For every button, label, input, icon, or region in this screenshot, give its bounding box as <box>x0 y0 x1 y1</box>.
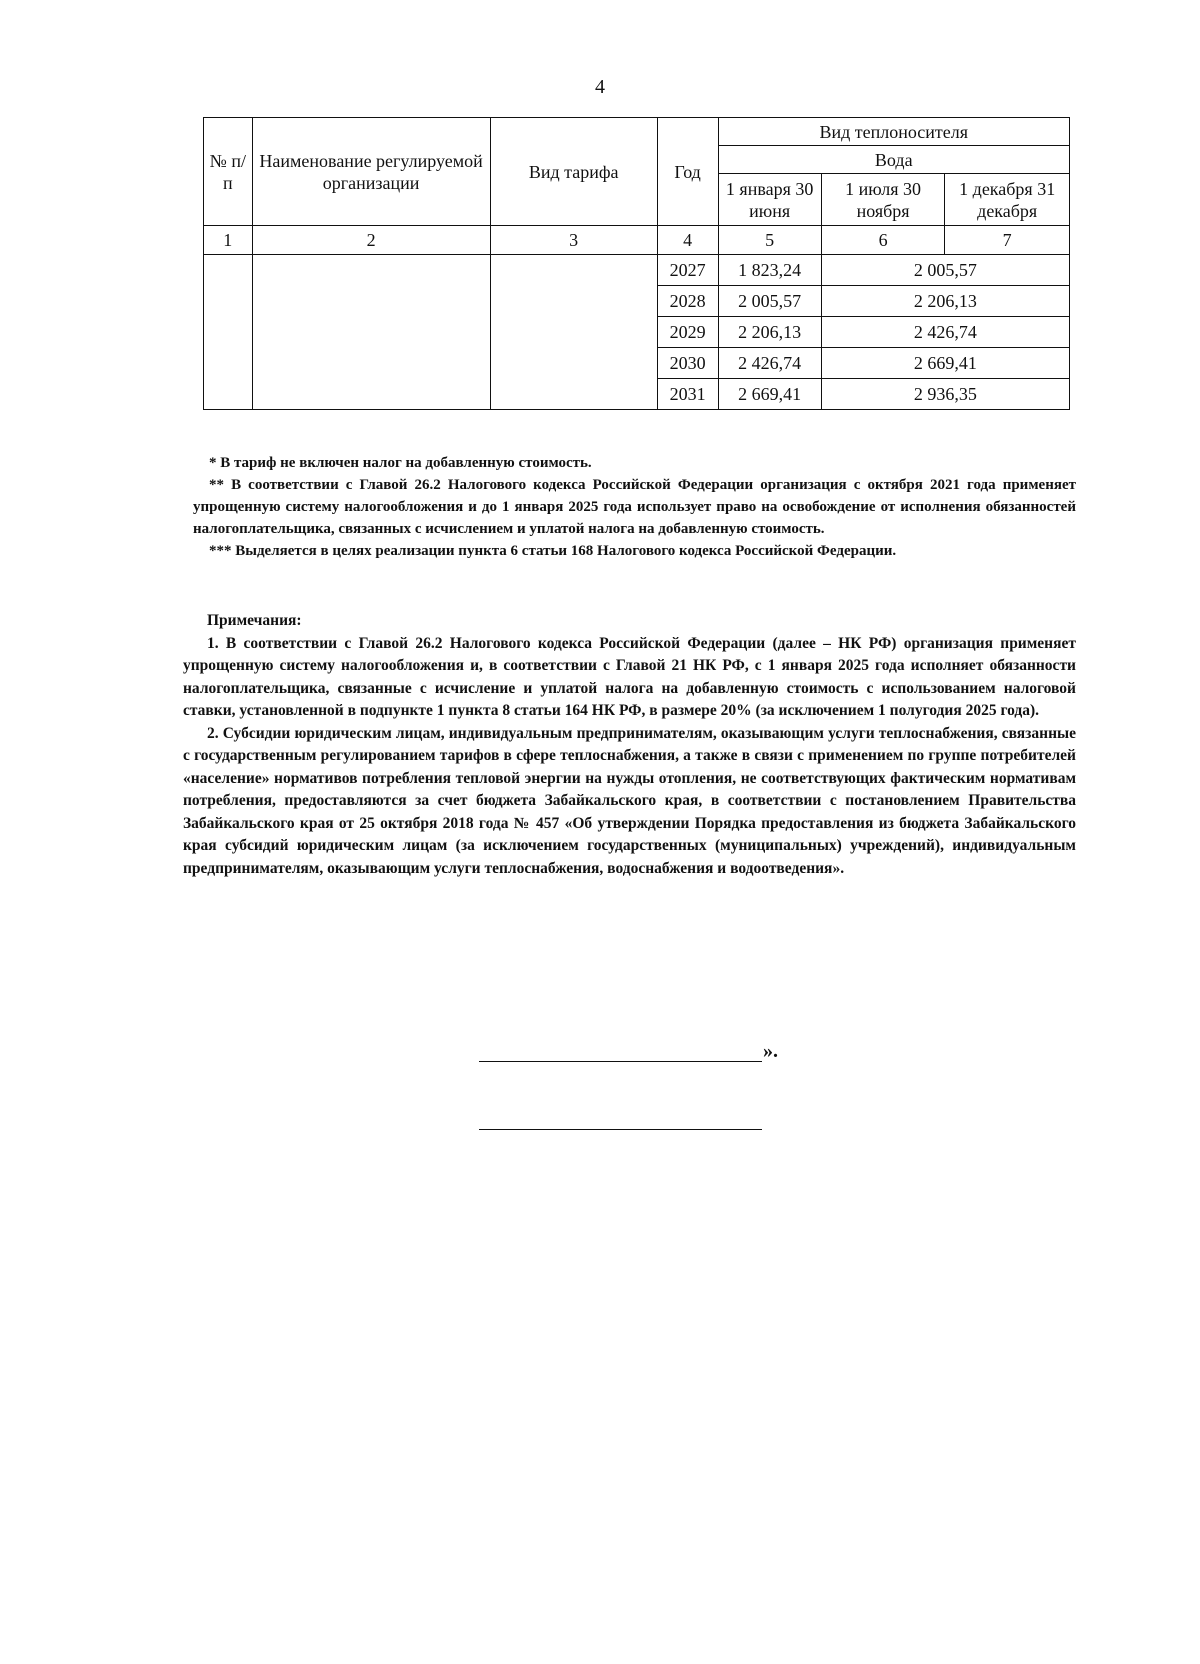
end-rule-line <box>479 1128 762 1130</box>
row-year: 2027 <box>657 255 718 286</box>
row-year: 2031 <box>657 379 718 410</box>
header-period-3: 1 декабря 31 декабря <box>945 174 1070 226</box>
footnote-3: *** Выделяется в целях реализации пункта 6 статьи 168 Налогового кодекса Российской Федерации. <box>209 543 897 559</box>
column-number-row <box>204 226 1070 255</box>
notes <box>183 610 1076 880</box>
row-second-half: 2 426,74 <box>821 317 1069 348</box>
row-second-half: 2 669,41 <box>821 348 1069 379</box>
row-second-half: 2 936,35 <box>821 379 1069 410</box>
footnote-2: ** В соответствии с Главой 26.2 Налогового кодекса Российской Федерации организация с октября 2021 года применяет упрощенную систему налогообложения и до 1 января 2025 года использует право на освобождение от исполнения обязанностей налогоплательщика, связанных с исчислением и уплатой налога на добавленную стоимость. <box>193 477 1076 537</box>
col-number: 5 <box>718 226 821 255</box>
page-number: 4 <box>595 76 605 98</box>
row-year: 2028 <box>657 286 718 317</box>
note-item-1: 1. В соответствии с Главой 26.2 Налогового кодекса Российской Федерации (далее – НК РФ) организация применяет упрощенную систему налогообложения и, в соответствии с Главой 21 НК РФ, с 1 января 2025 года исполняет обязанности налогоплательщика, связанные с исчисление и уплатой налога на добавленную стоимость с использованием налоговой ставки, установленной в подпункте 1 пункта 8 статьи 164 НК РФ, в размере 20% (за исключением 1 полугодия 2025 года). <box>183 634 1076 719</box>
col-number: 1 <box>204 226 253 255</box>
tariff-table <box>203 117 1070 410</box>
col-number: 7 <box>945 226 1070 255</box>
col-number: 2 <box>252 226 490 255</box>
footnotes <box>193 452 1076 562</box>
footnote-1: * В тариф не включен налог на добавленную стоимость. <box>209 455 592 471</box>
row-year: 2029 <box>657 317 718 348</box>
header-period-2: 1 июля 30 ноября <box>821 174 945 226</box>
row-first-half: 1 823,24 <box>718 255 821 286</box>
empty-tariff-cell <box>490 255 657 410</box>
col-number: 4 <box>657 226 718 255</box>
row-first-half: 2 005,57 <box>718 286 821 317</box>
header-carrier: Вид теплоносителя <box>718 118 1070 146</box>
col-number: 3 <box>490 226 657 255</box>
notes-heading: Примечания: <box>207 612 302 629</box>
empty-org-cell <box>252 255 490 410</box>
closing-quote: ». <box>763 1040 778 1062</box>
row-first-half: 2 669,41 <box>718 379 821 410</box>
row-year: 2030 <box>657 348 718 379</box>
signature-line <box>479 1045 762 1062</box>
empty-num-cell <box>204 255 253 410</box>
header-year: Год <box>657 118 718 226</box>
row-first-half: 2 426,74 <box>718 348 821 379</box>
table-row <box>204 255 1070 286</box>
header-num: № п/п <box>204 118 253 226</box>
row-first-half: 2 206,13 <box>718 317 821 348</box>
note-item-2: 2. Субсидии юридическим лицам, индивидуальным предпринимателям, оказывающим услуги теплоснабжения, связанные с государственным регулированием тарифов в сфере теплоснабжения, а также в связи с применением по группе потребителей «население» нормативов потребления тепловой энергии на нужды отопления, не соответствующих фактическим нормативам потребления, предоставляются за счет бюджета Забайкальского края, в соответствии с постановлением Правительства Забайкальского края от 25 октября 2018 года № 457 «Об утверждении Порядка предоставления из бюджета Забайкальского края субсидий юридическим лицам (за исключением государственных (муниципальных) учреждений), индивидуальным предпринимателям, оказывающим услуги теплоснабжения, водоснабжения и водоотведения». <box>183 724 1076 877</box>
header-water: Вода <box>718 146 1070 174</box>
header-org: Наименование регулируемой организации <box>252 118 490 226</box>
row-second-half: 2 005,57 <box>821 255 1069 286</box>
header-period-1: 1 января 30 июня <box>718 174 821 226</box>
row-second-half: 2 206,13 <box>821 286 1069 317</box>
col-number: 6 <box>821 226 945 255</box>
header-tariff-type: Вид тарифа <box>490 118 657 226</box>
